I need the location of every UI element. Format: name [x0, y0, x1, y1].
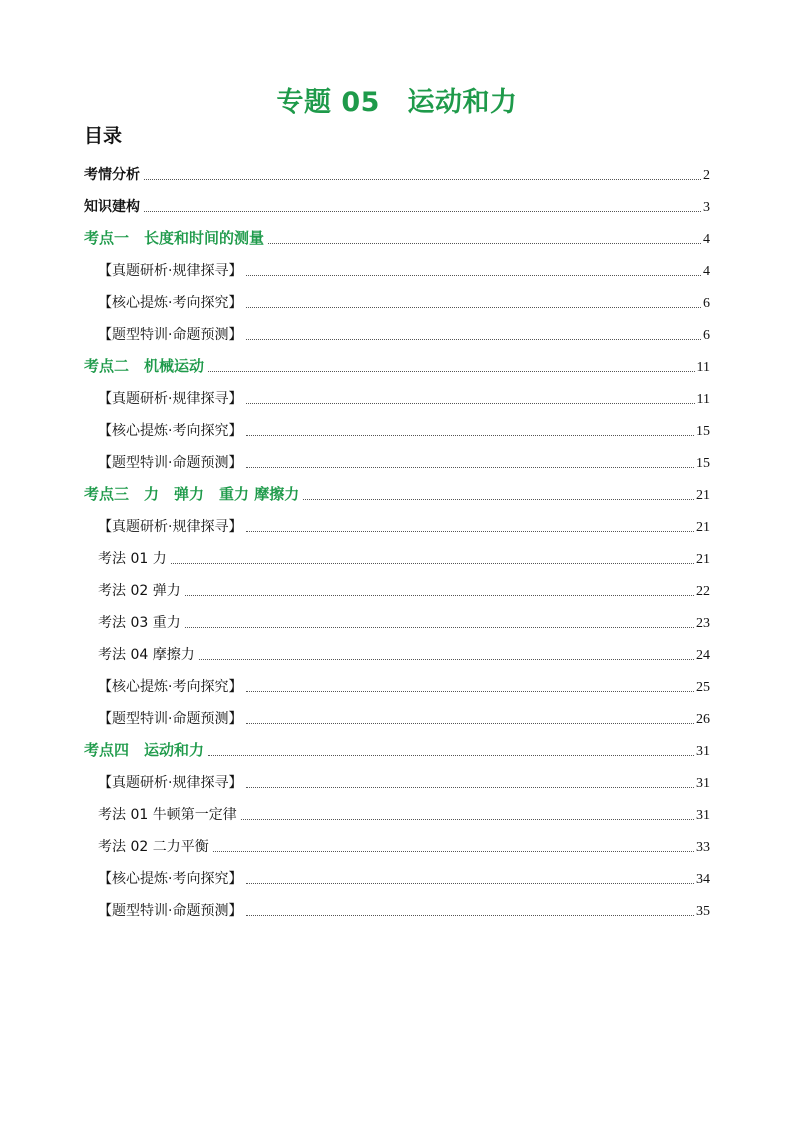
toc-entry-label: 知识建构	[84, 199, 140, 215]
toc-entry-page: 21	[696, 520, 710, 535]
toc-entry-label: 考情分析	[84, 167, 140, 183]
toc-entry[interactable]	[98, 504, 710, 536]
toc-dot-leader	[246, 691, 694, 692]
toc-entry[interactable]	[98, 248, 710, 280]
toc-dot-leader	[303, 499, 694, 500]
toc-entry[interactable]	[84, 472, 710, 504]
toc-entry-label: 考法 04 摩擦力	[98, 647, 195, 663]
toc-dot-leader	[246, 275, 701, 276]
toc-dot-leader	[246, 467, 694, 468]
toc-dot-leader	[246, 787, 694, 788]
toc-dot-leader	[144, 211, 701, 212]
toc-entry-page: 33	[696, 840, 710, 855]
toc-entry[interactable]	[84, 344, 710, 376]
toc-entry-page: 23	[696, 616, 710, 631]
toc-entry-page: 24	[696, 648, 710, 663]
toc-entry[interactable]	[84, 216, 710, 248]
toc-entry-page: 25	[696, 680, 710, 695]
toc-dot-leader	[246, 531, 694, 532]
toc-entry[interactable]	[98, 760, 710, 792]
toc-entry-label: 【真题研析·规律探寻】	[98, 263, 243, 279]
toc-dot-leader	[213, 851, 694, 852]
toc-dot-leader	[246, 403, 694, 404]
toc-entry-page: 11	[696, 392, 710, 407]
toc-dot-leader	[268, 243, 701, 244]
toc-entry-label: 【核心提炼·考向探究】	[98, 423, 243, 439]
toc-dot-leader	[246, 915, 694, 916]
toc-entry-page: 15	[696, 456, 710, 471]
toc-entry-label: 【题型特训·命题预测】	[98, 455, 243, 471]
toc-entry-label: 【核心提炼·考向探究】	[98, 871, 243, 887]
toc-entry-label: 考点三 力 弹力 重力 摩擦力	[84, 485, 300, 503]
toc-entry-page: 34	[696, 872, 710, 887]
toc-entry-label: 考点四 运动和力	[84, 741, 205, 759]
toc-entry-page: 2	[703, 168, 710, 183]
toc-entry[interactable]	[84, 184, 710, 216]
toc-dot-leader	[246, 339, 701, 340]
toc-entry-page: 11	[696, 360, 710, 375]
toc-entry-label: 【真题研析·规律探寻】	[98, 775, 243, 791]
toc-entry-label: 考法 03 重力	[98, 615, 181, 631]
toc-dot-leader	[246, 307, 701, 308]
toc-entry-page: 6	[703, 296, 710, 311]
toc-entry-page: 4	[703, 264, 710, 279]
toc-entry[interactable]	[98, 632, 710, 664]
toc-dot-leader	[185, 627, 694, 628]
toc-dot-leader	[171, 563, 694, 564]
toc-entry[interactable]	[98, 888, 710, 920]
toc-entry-page: 21	[696, 488, 710, 503]
toc-entry[interactable]	[98, 536, 710, 568]
toc-entry-label: 【题型特训·命题预测】	[98, 903, 243, 919]
toc-dot-leader	[241, 819, 694, 820]
toc-entry[interactable]	[98, 824, 710, 856]
toc-entry-page: 3	[703, 200, 710, 215]
toc-entry-label: 考法 02 弹力	[98, 583, 181, 599]
toc-entry-label: 【核心提炼·考向探究】	[98, 295, 243, 311]
toc-entry-page: 31	[696, 808, 710, 823]
toc-entry-page: 35	[696, 904, 710, 919]
toc-dot-leader	[199, 659, 694, 660]
toc-entry-label: 【核心提炼·考向探究】	[98, 679, 243, 695]
toc-entry-page: 6	[703, 328, 710, 343]
toc-entry-label: 考法 02 二力平衡	[98, 839, 209, 855]
toc-entry-label: 【真题研析·规律探寻】	[98, 519, 243, 535]
toc-entry-page: 26	[696, 712, 710, 727]
toc-entry-page: 22	[696, 584, 710, 599]
toc-heading: 目录	[84, 125, 123, 147]
toc-entry[interactable]	[98, 312, 710, 344]
toc-entry-page: 21	[696, 552, 710, 567]
toc-entry[interactable]	[98, 440, 710, 472]
document-title: 专题 05 运动和力	[276, 87, 518, 118]
toc-entry-label: 考点一 长度和时间的测量	[84, 229, 265, 247]
toc-entry[interactable]	[98, 280, 710, 312]
toc-dot-leader	[246, 883, 694, 884]
toc-entry-label: 【题型特训·命题预测】	[98, 711, 243, 727]
toc-entry[interactable]	[84, 152, 710, 184]
toc-dot-leader	[246, 723, 694, 724]
toc-entry-page: 31	[696, 776, 710, 791]
toc-entry[interactable]	[98, 568, 710, 600]
toc-entry[interactable]	[98, 664, 710, 696]
toc-dot-leader	[246, 435, 694, 436]
toc-entry[interactable]	[84, 728, 710, 760]
toc-entry-label: 【真题研析·规律探寻】	[98, 391, 243, 407]
toc-entry[interactable]	[98, 696, 710, 728]
toc-entry-page: 31	[696, 744, 710, 759]
toc-dot-leader	[208, 755, 694, 756]
toc-entry-label: 【题型特训·命题预测】	[98, 327, 243, 343]
toc-entry-page: 15	[696, 424, 710, 439]
toc-entry-label: 考法 01 牛顿第一定律	[98, 807, 237, 823]
toc-dot-leader	[185, 595, 694, 596]
toc-entry[interactable]	[98, 376, 710, 408]
toc-entry-page: 4	[703, 232, 710, 247]
toc-dot-leader	[144, 179, 701, 180]
toc-entry[interactable]	[98, 856, 710, 888]
toc-entry[interactable]	[98, 792, 710, 824]
toc-entry[interactable]	[98, 408, 710, 440]
toc-entry-label: 考点二 机械运动	[84, 357, 205, 375]
toc-entry[interactable]	[98, 600, 710, 632]
toc-dot-leader	[208, 371, 695, 372]
toc-entry-label: 考法 01 力	[98, 551, 167, 567]
